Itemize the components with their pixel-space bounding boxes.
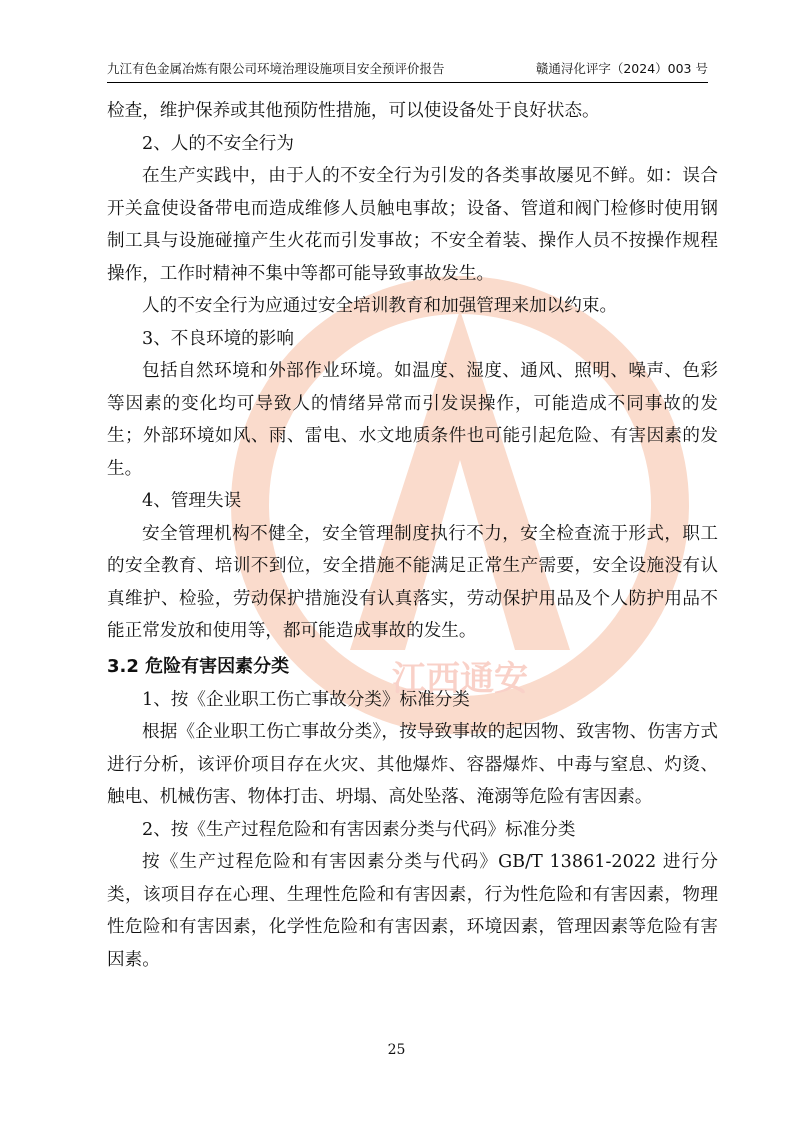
page-number: 25	[387, 1042, 406, 1058]
watermark-stamp-text: 江西通安	[392, 659, 528, 699]
subheading-hazard-code-classification: 2、按《生产过程危险和有害因素分类与代码》标准分类	[142, 819, 576, 840]
paragraph-hazard-code-classification: 按《生产过程危险和有害因素分类与代码》GB/T 13861-2022 进行分类，该项目存在心理、生理性危险和有害因素，行为性危险和有害因素，物理性危险和有害因素，化学性危险和有害因素，环境因素，管理因素等危险有害因素。	[107, 852, 718, 970]
subheading-unsafe-behavior: 2、人的不安全行为	[142, 133, 294, 154]
paragraph-management-error: 安全管理机构不健全，安全管理制度执行不力，安全检查流于形式，职工的安全教育、培训不到位，安全措施不能满足正常生产需要，安全设施没有认真维护、检验，劳动保护措施没有认真落实，劳动保护用品及个人防护用品不能正常发放和使用等，都可能造成事故的发生。	[107, 523, 718, 641]
section-heading: 3.2 危险有害因素分类	[107, 655, 290, 677]
subheading-management-error: 4、管理失误	[142, 491, 242, 511]
subheading-accident-classification: 1、按《企业职工伤亡事故分类》标准分类	[142, 689, 470, 710]
paragraph-behavior-control: 人的不安全行为应通过安全培训教育和加强管理来加以约束。	[142, 296, 618, 316]
paragraph-bad-environment: 包括自然环境和外部作业环境。如温度、湿度、通风、照明、噪声、色彩等因素的变化均可导致人的情绪异常而引发误操作，可能造成不同事故的发生；外部环境如风、雨、雷电、水文地质条件也可能引起危险、有害因素的发生。	[107, 361, 718, 479]
header-document-number: 赣通浔化评字（2024）003 号	[535, 61, 708, 76]
paragraph-unsafe-behavior: 在生产实践中，由于人的不安全行为引发的各类事故屡见不鲜。如：误合开关盒使设备带电而造成维修人员触电事故；设备、管道和阀门检修时使用钢制工具与设施碰撞产生火花而引发事故；不安全着装、操作人员不按操作规程操作，工作时精神不集中等都可能导致事故发生。	[107, 166, 718, 284]
page-header	[107, 60, 708, 83]
page-body	[107, 95, 718, 976]
header-report-title: 九江有色金属冶炼有限公司环境治理设施项目安全预评价报告	[107, 61, 445, 76]
subheading-bad-environment: 3、不良环境的影响	[142, 328, 294, 349]
paragraph-accident-classification: 根据《企业职工伤亡事故分类》，按导致事故的起因物、致害物、伤害方式进行分析，该评价项目存在火灾、其他爆炸、容器爆炸、中毒与窒息、灼烫、触电、机械伤害、物体打击、坍塌、高处坠落、淹溺等危险有害因素。	[107, 722, 718, 807]
paragraph-1: 检查，维护保养或其他预防性措施，可以使设备处于良好状态。	[107, 101, 600, 121]
